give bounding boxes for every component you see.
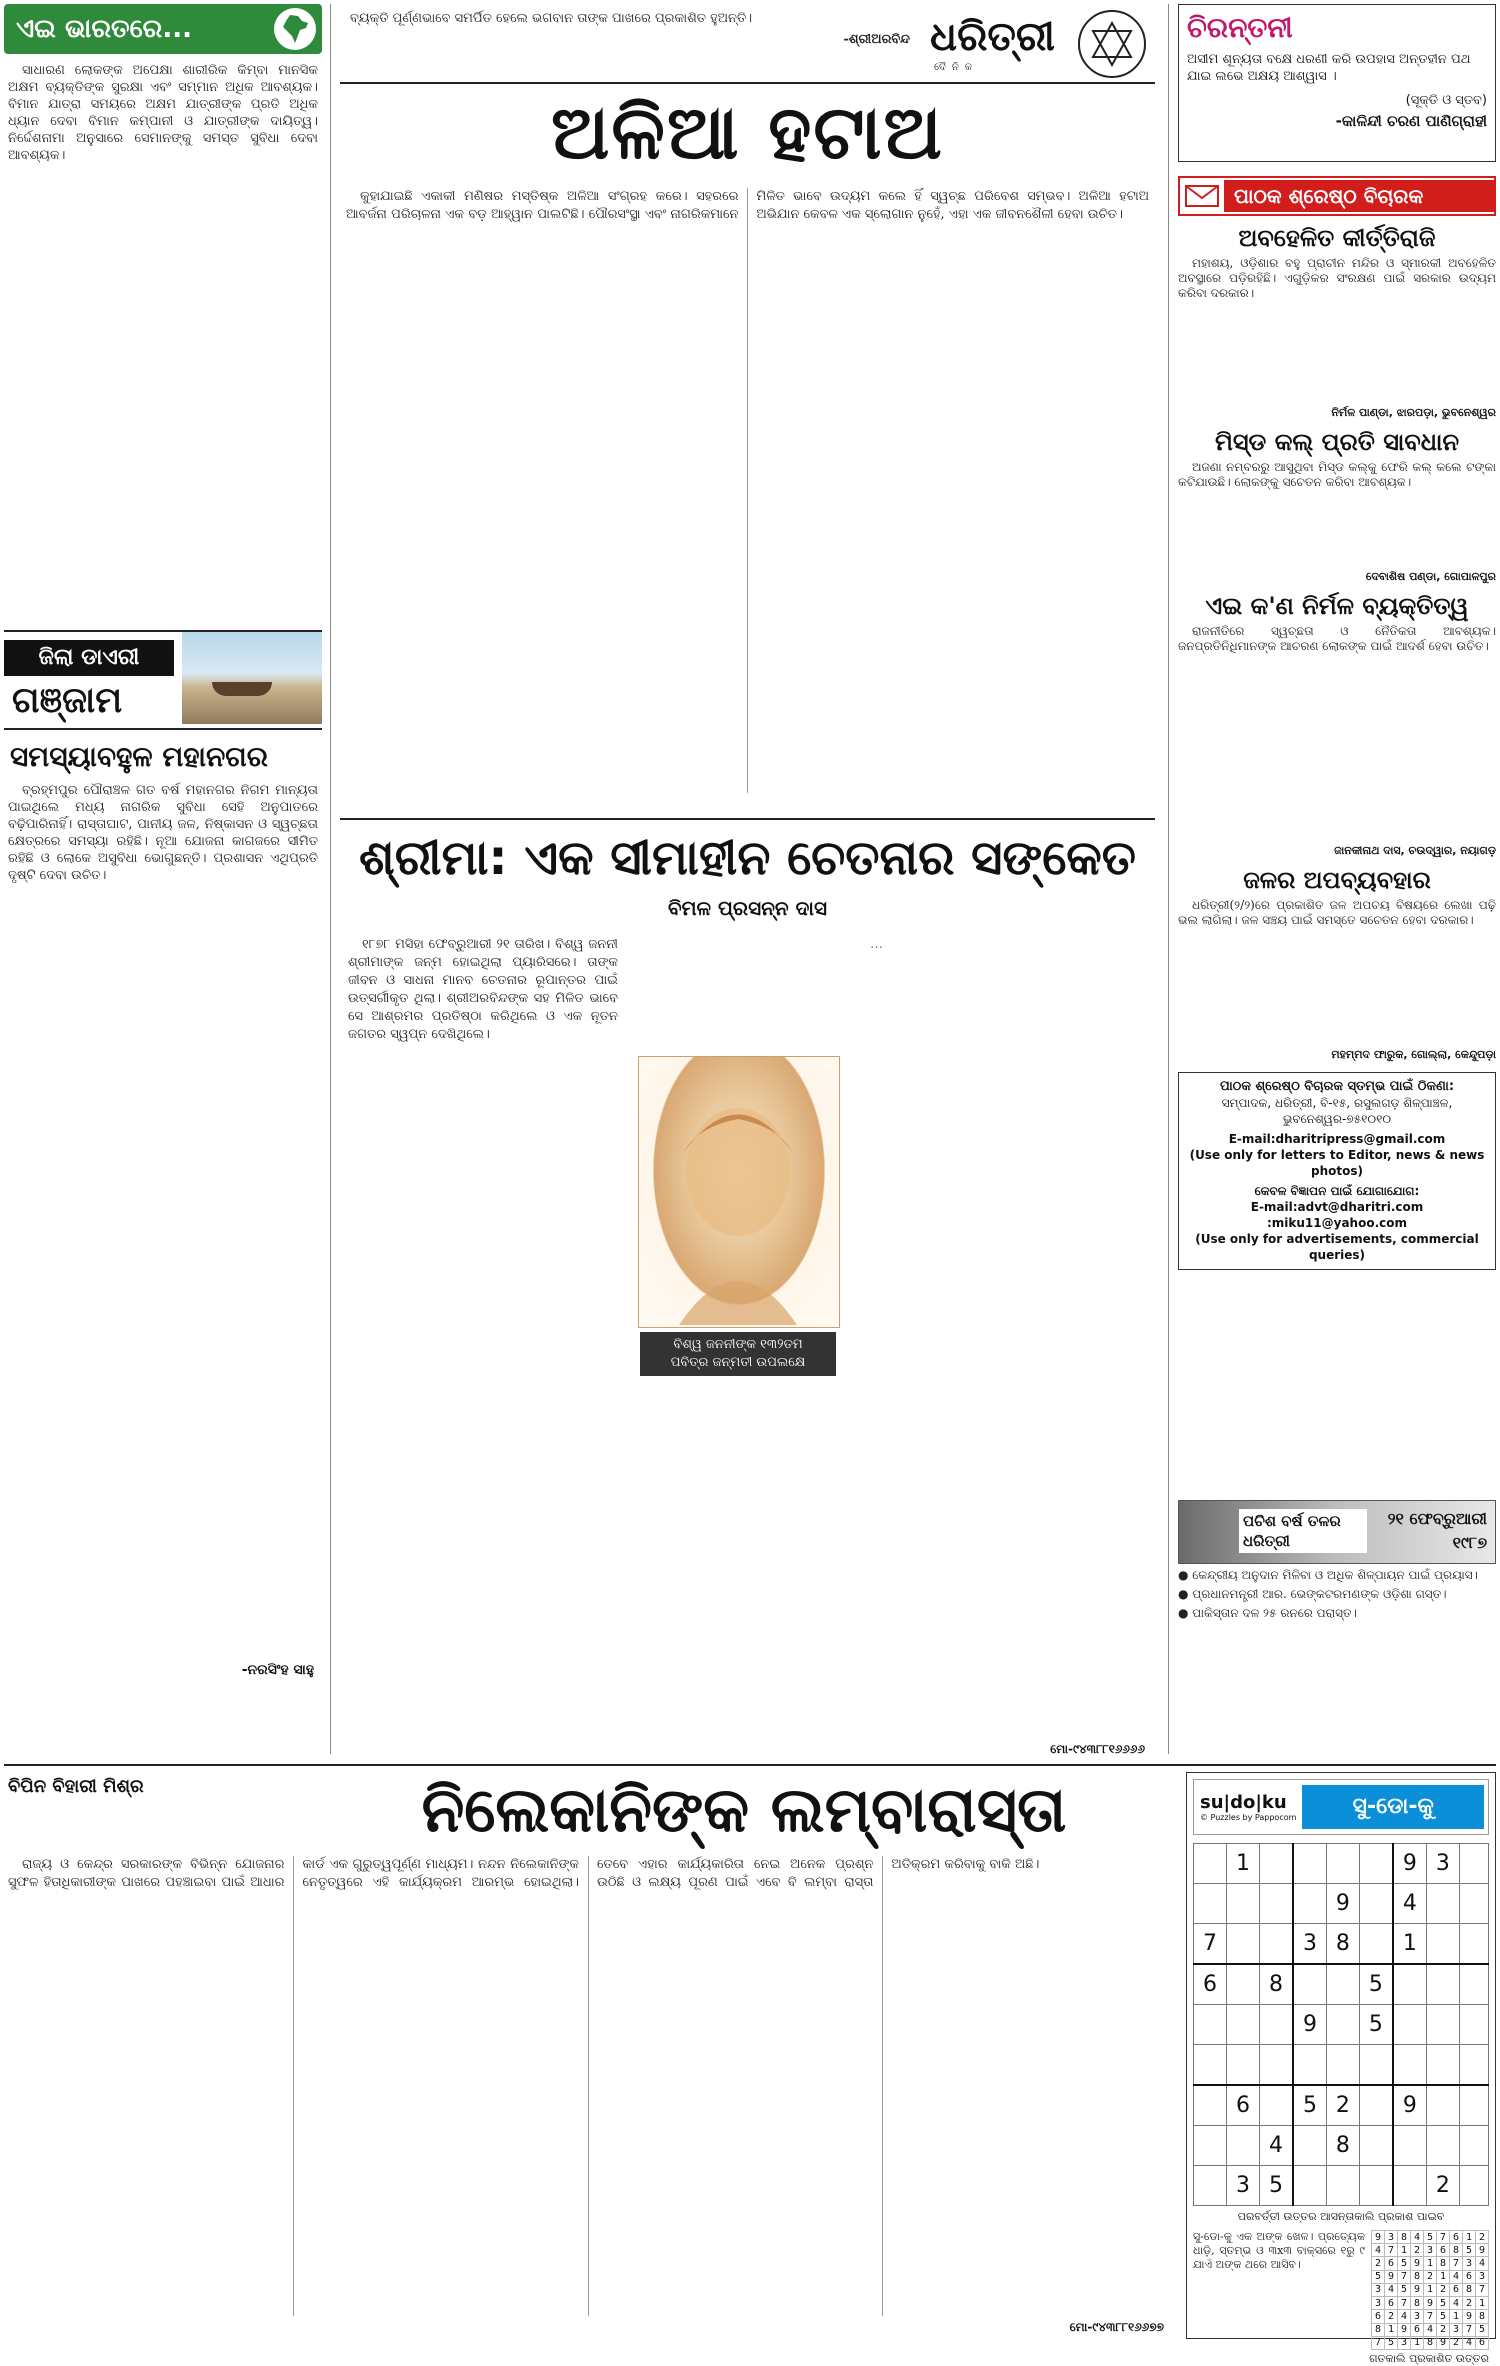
sudoku-cell[interactable]: 5 — [1359, 1964, 1392, 2005]
sudoku-cell[interactable] — [1393, 2005, 1426, 2045]
letter-signature: ଦେବାଶିଷ ପଣ୍ଡା, ଗୋପାଳପୁର — [1365, 570, 1496, 583]
sudoku-cell[interactable] — [1459, 2166, 1488, 2206]
email-editor[interactable]: E-mail:dharitripress@gmail.com — [1228, 1132, 1446, 1146]
left-body — [4, 62, 322, 622]
address-title: ପାଠକ ଶ୍ରେଷ୍ଠ ବିଚାରକ ସ୍ତମ୍ଭ ପାଇଁ ଠିକଣା: — [1219, 1079, 1455, 1094]
sudoku-cell[interactable]: 3 — [1293, 1924, 1326, 1965]
sudoku-cell[interactable] — [1326, 2005, 1359, 2045]
solution-cell: 5 — [1437, 2297, 1450, 2310]
solution-cell: 2 — [1463, 2297, 1476, 2310]
sudoku-cell[interactable] — [1259, 2045, 1292, 2086]
sudoku-cell[interactable]: 6 — [1226, 2085, 1259, 2126]
sudoku-cell[interactable] — [1459, 2126, 1488, 2166]
solution-cell: 8 — [1411, 2270, 1424, 2283]
solution-cell: 9 — [1476, 2244, 1489, 2257]
solution-cell: 1 — [1463, 2231, 1476, 2244]
solution-cell: 9 — [1372, 2231, 1385, 2244]
solution-cell: 7 — [1424, 2310, 1437, 2323]
letter-0 — [1178, 224, 1496, 420]
solution-cell: 2 — [1476, 2231, 1489, 2244]
feature-body-text: ୧୮୭୮ ମସିହା ଫେବ୍ରୁଆରୀ ୨୧ ତାରିଖ। ବିଶ୍ୱ ଜନନୀ ଶ୍ରୀମାଙ୍କ ଜନ୍ମ ହୋଇଥିଲା ପ୍ୟାରିସରେ। ତାଙ୍କ ଜୀବନ ଓ ସାଧନା ମାନବ ଚେତନାର ରୂପାନ୍ତର ପାଇଁ ଉତ୍ସର୍ଗୀକୃତ ଥିଲା। ଶ୍ରୀଅରବିନ୍ଦଙ୍କ ସହ ମିଳିତ ଭାବେ ସେ ଆଶ୍ରମର ପ୍ରତିଷ୍ଠା କରିଥିଲେ ଓ ଏକ ନୂତନ ଜଗତର ସ୍ୱପ୍ନ ଦେଖିଥିଲେ। — [348, 937, 618, 1042]
letter-text: ରାଜନୀତିରେ ସ୍ୱଚ୍ଛତା ଓ ନୈତିକତା ଆବଶ୍ୟକ। ଜନପ୍ରତିନିଧିମାନଙ୍କ ଆଚରଣ ଲୋକଙ୍କ ପାଇଁ ଆଦର୍ଶ ହେବା ଉଚିତ। — [1178, 624, 1496, 653]
sudoku-cell[interactable] — [1393, 1964, 1426, 2005]
solution-cell: 7 — [1372, 2336, 1385, 2349]
sudoku-brand-odia: ସୁ-ଡୋ-କୁ — [1302, 1785, 1484, 1829]
solution-cell: 8 — [1450, 2244, 1463, 2257]
sudoku-cell[interactable] — [1326, 2166, 1359, 2206]
readers-header — [1178, 176, 1496, 216]
india-map-icon — [274, 8, 316, 50]
address-box — [1178, 1072, 1496, 1270]
twentyfive-item: ● କେନ୍ଦ୍ରୀୟ ଅନୁଦାନ ମିଳିବା ଓ ଅଧିକ ଶିଳ୍ପାୟନ ପାଇଁ ପ୍ରୟାସ। — [1178, 1568, 1478, 1582]
sudoku-cell[interactable] — [1194, 2005, 1227, 2045]
sudoku-cell[interactable] — [1194, 2045, 1227, 2086]
solution-cell: 1 — [1450, 2310, 1463, 2323]
sudoku-cell[interactable]: 2 — [1326, 2085, 1359, 2126]
feature-body-left — [348, 936, 618, 1736]
letter-title: ମିସ୍ଡ କଲ୍ ପ୍ରତି ସାବଧାନ — [1214, 428, 1460, 456]
chirantani-author: -କାଳିନ୍ଦୀ ଚରଣ ପାଣିଗ୍ରାହୀ — [1335, 112, 1487, 130]
solution-cell: 8 — [1372, 2323, 1385, 2336]
column-header — [4, 4, 322, 54]
solution-cell: 2 — [1372, 2257, 1385, 2270]
quote-author: -ଶ୍ରୀଅରବିନ୍ଦ — [843, 32, 910, 47]
address-text: ସମ୍ପାଦକ, ଧରିତ୍ରୀ, ବି-୧୫, ରସୁଲଗଡ଼ ଶିଳ୍ପାଞ୍ଚଳ, ଭୁବନେଶ୍ୱର-୭୫୧୦୧୦ — [1221, 1096, 1453, 1126]
nilekani-title: ନିଲେକାନିଙ୍କ ଲମ୍ବାରାସ୍ତା — [421, 1773, 1067, 1846]
solution-cell: 2 — [1450, 2336, 1463, 2349]
solution-cell: 6 — [1476, 2336, 1489, 2349]
sudoku-cell[interactable]: 1 — [1226, 1844, 1259, 1884]
sudoku-cell[interactable] — [1194, 2126, 1227, 2166]
photo-caption — [640, 1332, 836, 1376]
solution-cell: 2 — [1424, 2270, 1437, 2283]
solution-cell: 7 — [1437, 2231, 1450, 2244]
solution-cell: 1 — [1424, 2283, 1437, 2296]
letter-title: ଏଇ କ'ଣ ନିର୍ମଳ ବ୍ୟକ୍ତିତ୍ୱ — [1205, 592, 1469, 620]
solution-cell: 3 — [1372, 2283, 1385, 2296]
sudoku-cell[interactable]: 9 — [1393, 2085, 1426, 2126]
rule-feature-top — [340, 818, 1155, 820]
nilekani-text: ରାଜ୍ୟ ଓ କେନ୍ଦ୍ର ସରକାରଙ୍କ ବିଭିନ୍ନ ଯୋଜନାର ସୁଫଳ ହିତାଧିକାରୀଙ୍କ ପାଖରେ ପହଞ୍ଚାଇବା ପାଇଁ ଆଧାର କାର୍ଡ ଏକ ଗୁରୁତ୍ୱପୂର୍ଣ୍ଣ ମାଧ୍ୟମ। ନନ୍ଦନ ନିଲେକାନିଙ୍କ ନେତୃତ୍ୱରେ ଏହି କାର୍ଯ୍ୟକ୍ରମ ଆରମ୍ଭ ହୋଇଥିଲା। ତେବେ ଏହାର କାର୍ଯ୍ୟକାରିତା ନେଇ ଅନେକ ପ୍ରଶ୍ନ ଉଠିଛି ଓ ଲକ୍ଷ୍ୟ ପୂରଣ ପାଇଁ ଏବେ ବି ଲମ୍ବା ରାସ୍ତା ଅତିକ୍ରମ କରିବାକୁ ବାକି ଅଛି। — [8, 1857, 1040, 1890]
editorial-body — [340, 184, 1155, 797]
solution-cell: 9 — [1411, 2283, 1424, 2296]
paper-logo — [930, 8, 1150, 78]
sudoku-cell[interactable] — [1459, 1884, 1488, 1924]
solution-row — [1372, 2231, 1489, 2244]
sudoku-bottom — [1193, 2230, 1489, 2350]
sudoku-cell[interactable] — [1359, 2166, 1392, 2206]
photo-caption-line2: ପବିତ୍ର ଜନ୍ମତୀ ଉପଲକ୍ଷେ — [670, 1355, 806, 1370]
solution-cell: 8 — [1398, 2231, 1411, 2244]
solution-cell: 3 — [1463, 2257, 1476, 2270]
sudoku-cell[interactable] — [1259, 1924, 1292, 1965]
sudoku-cell[interactable] — [1359, 1844, 1392, 1884]
advert-label: କେବଳ ବିଜ୍ଞାପନ ପାଇଁ ଯୋଗାଯୋଗ: — [1254, 1184, 1420, 1198]
sudoku-cell[interactable] — [1459, 2085, 1488, 2126]
sudoku-brand-text: su|do|ku — [1200, 1792, 1287, 1813]
sudoku-cell[interactable] — [1326, 1844, 1359, 1884]
solution-cell: 6 — [1411, 2323, 1424, 2336]
sudoku-cell[interactable] — [1194, 1884, 1227, 1924]
twentyfive-years — [1178, 1500, 1496, 1640]
sudoku-cell[interactable] — [1226, 2126, 1259, 2166]
solution-cell: 2 — [1437, 2323, 1450, 2336]
sudoku-cell[interactable] — [1359, 1884, 1392, 1924]
feature-body-right-text: … — [870, 937, 883, 952]
sudoku-cell[interactable]: 3 — [1226, 2166, 1259, 2206]
sudoku-cell[interactable] — [1393, 2126, 1426, 2166]
letter-signature: ଜାନକୀନାଥ ଦାସ, ଚଉଦ୍ୱାର, ନୟାଗଡ଼ — [1334, 844, 1496, 857]
district-photo — [182, 632, 322, 724]
sudoku-cell[interactable] — [1393, 2045, 1426, 2086]
sudoku-brand — [1194, 1788, 1302, 1826]
readers-header-title: ପାଠକ ଶ୍ରେଷ୍ଠ ବିଚାରକ — [1224, 180, 1494, 212]
solution-cell: 4 — [1463, 2336, 1476, 2349]
solution-cell: 9 — [1411, 2257, 1424, 2270]
article-body — [4, 782, 322, 1662]
solution-cell: 2 — [1385, 2310, 1398, 2323]
sudoku-row — [1194, 1924, 1489, 1965]
sudoku-cell[interactable]: 5 — [1259, 2166, 1292, 2206]
article-byline: -ନରସିଂହ ସାହୁ — [241, 1662, 314, 1678]
solution-cell: 7 — [1398, 2297, 1411, 2310]
chirantani-title: ଚିରନ୍ତନୀ — [1187, 11, 1293, 44]
solution-cell: 6 — [1385, 2257, 1398, 2270]
sudoku-cell[interactable]: 4 — [1259, 2126, 1292, 2166]
sudoku-rules: ସୁ-ଡୋ-କୁ ଏକ ଅଙ୍କ ଖେଳ। ପ୍ରତ୍ୟେକ ଧାଡ଼ି, ସ୍ତମ୍ଭ ଓ ୩x୩ ବାକ୍ସରେ ୧ରୁ ୯ ଯାଏଁ ଅଙ୍କ ଥରେ ଆସିବ। — [1193, 2230, 1365, 2271]
solution-cell: 1 — [1398, 2244, 1411, 2257]
solution-cell: 7 — [1463, 2323, 1476, 2336]
letter-text: ଅଜଣା ନମ୍ବରରୁ ଆସୁଥିବା ମିସ୍ଡ କଲ୍‌କୁ ଫେରି କଲ୍ କଲେ ଟଙ୍କା କଟିଯାଉଛି। ଲୋକଙ୍କୁ ସଚେତନ କରିବା ଆବଶ୍ୟକ। — [1178, 460, 1496, 489]
solution-cell: 9 — [1398, 2323, 1411, 2336]
solution-cell: 5 — [1476, 2323, 1489, 2336]
solution-cell: 3 — [1424, 2244, 1437, 2257]
sudoku-row — [1194, 1884, 1489, 1924]
sudoku-solution — [1371, 2230, 1489, 2350]
masthead-quote — [350, 10, 910, 48]
chirantani-poem: ଅସୀମ ଶୂନ୍ୟତା ବକ୍ଷେ ଧରଣୀ କରି ଉପହାସ ଅନ୍ତହୀନ ପଥ ଯାଇ ଲଭେ ଅକ୍ଷୟ ଆଶ୍ୱାସ । — [1187, 52, 1471, 84]
sudoku-cell[interactable] — [1359, 1924, 1392, 1965]
twentyfive-items — [1178, 1568, 1496, 1625]
paper-name: ଧରିତ୍ରୀ — [930, 14, 1055, 60]
nilekani-contact: ମୋ-୯୪୩୮୮୧୬୬୭୭ — [1069, 2320, 1164, 2334]
rule-bottom-section — [4, 1764, 1496, 1766]
solution-cell: 4 — [1424, 2323, 1437, 2336]
sudoku-row — [1194, 2085, 1489, 2126]
solution-cell: 9 — [1385, 2270, 1398, 2283]
solution-cell: 7 — [1450, 2257, 1463, 2270]
sudoku-cell[interactable] — [1326, 1964, 1359, 2005]
sudoku-cell[interactable] — [1194, 1844, 1227, 1884]
boat-icon — [212, 682, 272, 696]
solution-cell: 8 — [1437, 2257, 1450, 2270]
sudoku-cell[interactable] — [1426, 1884, 1459, 1924]
solution-cell: 7 — [1385, 2244, 1398, 2257]
solution-row — [1372, 2297, 1489, 2310]
twentyfive-year: ୧୯୮୭ — [1452, 1533, 1487, 1552]
sudoku-cell[interactable]: 6 — [1194, 1964, 1227, 2005]
letter-2 — [1178, 592, 1496, 858]
sudoku-row — [1194, 1844, 1489, 1884]
solution-cell: 3 — [1385, 2231, 1398, 2244]
advert-note: (Use only for advertisements, commercial queries) — [1195, 1232, 1479, 1262]
sudoku-cell[interactable]: 5 — [1293, 2085, 1326, 2126]
sudoku-cell[interactable]: 5 — [1359, 2005, 1392, 2045]
left-body-text: ସାଧାରଣ ଲୋକଙ୍କ ଅପେକ୍ଷା ଶାରୀରିକ କିମ୍ବା ମାନସିକ ଅକ୍ଷମ ବ୍ୟକ୍ତିଙ୍କ ସୁରକ୍ଷା ଏବଂ ସମ୍ମାନ ଅଧିକ ଆବଶ୍ୟକ। ବିମାନ ଯାତ୍ରା ସମୟରେ ଅକ୍ଷମ ଯାତ୍ରୀଙ୍କ ପ୍ରତି ଅଧିକ ଧ୍ୟାନ ଦେବା ବିମାନ କମ୍ପାନୀ ଓ ଯାତ୍ରୀଙ୍କ ଦାୟିତ୍ୱ। ନିର୍ଦ୍ଦେଶନାମା ଅନୁସାରେ ସେମାନଙ୍କୁ ସମସ୍ତ ସୁବିଧା ଦେବା ଆବଶ୍ୟକ। — [8, 63, 318, 163]
letter-title: ଜଳର ଅପବ୍ୟବହାର — [1243, 866, 1431, 894]
sudoku-cell[interactable]: 9 — [1393, 1844, 1426, 1884]
solution-cell: 1 — [1411, 2336, 1424, 2349]
sudoku-cell[interactable]: 7 — [1194, 1924, 1227, 1965]
sudoku-cell[interactable] — [1259, 2085, 1292, 2126]
sudoku-cell[interactable] — [1459, 2005, 1488, 2045]
sudoku-cell[interactable]: 8 — [1326, 2126, 1359, 2166]
sudoku-cell[interactable] — [1293, 1844, 1326, 1884]
sudoku-row — [1194, 2005, 1489, 2045]
feature-body-right — [856, 936, 1146, 1726]
sudoku-cell[interactable] — [1326, 2045, 1359, 2086]
solution-cell: 5 — [1463, 2244, 1476, 2257]
solution-cell: 9 — [1424, 2297, 1437, 2310]
column-divider — [330, 4, 331, 1754]
feature-title: ଶ୍ରୀମା: ଏକ ସୀମାହୀନ ଚେତନାର ସଙ୍କେତ — [359, 830, 1136, 886]
solution-cell: 1 — [1437, 2270, 1450, 2283]
sudoku-cell[interactable] — [1194, 2166, 1227, 2206]
sudoku-row — [1194, 1964, 1489, 2005]
solution-cell: 6 — [1385, 2297, 1398, 2310]
envelope-icon — [1180, 180, 1224, 212]
solution-cell: 1 — [1424, 2257, 1437, 2270]
letter-body — [1178, 898, 1496, 1048]
star-emblem-icon — [1078, 10, 1146, 78]
solution-cell: 6 — [1437, 2244, 1450, 2257]
solution-cell: 4 — [1372, 2244, 1385, 2257]
solution-row — [1372, 2257, 1489, 2270]
letter-3 — [1178, 866, 1496, 1062]
solution-cell: 6 — [1372, 2310, 1385, 2323]
editorial — [340, 88, 1155, 808]
sudoku-credit: © Puzzles by Pappocom — [1200, 1813, 1297, 1822]
solution-cell: 4 — [1411, 2231, 1424, 2244]
sudoku-cell[interactable] — [1393, 2166, 1426, 2206]
twentyfive-item: ● ପାକିସ୍ତାନ ଦଳ ୨୫ ରନରେ ପରାସ୍ତ। — [1178, 1606, 1357, 1620]
solution-cell: 6 — [1463, 2270, 1476, 2283]
nilekani-article — [4, 1772, 1182, 2339]
solution-cell: 8 — [1476, 2310, 1489, 2323]
article-body-text: ବ୍ରହ୍ମପୁର ପୌରାଞ୍ଚଳ ଗତ ବର୍ଷ ମହାନଗର ନିଗମ ମାନ୍ୟତା ପାଇଥିଲେ ମଧ୍ୟ ନାଗରିକ ସୁବିଧା ସେହି ଅନୁପାତରେ ବଢ଼ିପାରିନାହିଁ। ରାସ୍ତାଘାଟ, ପାନୀୟ ଜଳ, ନିଷ୍କାସନ ଓ ସ୍ୱଚ୍ଛତା କ୍ଷେତ୍ରରେ ସମସ୍ୟା ରହିଛି। ନୂଆ ଯୋଜନା କାଗଜରେ ସୀମିତ ରହିଛି ଓ ଲୋକେ ଅସୁବିଧା ଭୋଗୁଛନ୍ତି। ପ୍ରଶାସନ ଏଥିପ୍ରତି ଦୃଷ୍ଟି ଦେବା ଉଚିତ। — [8, 783, 318, 883]
solution-cell: 4 — [1385, 2283, 1398, 2296]
sudoku-cell[interactable] — [1226, 1924, 1259, 1965]
solution-row — [1372, 2310, 1489, 2323]
readers-column — [1178, 176, 1496, 1596]
solution-cell: 7 — [1398, 2270, 1411, 2283]
sudoku-cell[interactable] — [1293, 1964, 1326, 2005]
solution-cell: 4 — [1476, 2257, 1489, 2270]
sudoku-row — [1194, 2166, 1489, 2206]
solution-cell: 8 — [1463, 2283, 1476, 2296]
sudoku-cell[interactable] — [1426, 2085, 1459, 2126]
solution-cell: 5 — [1424, 2231, 1437, 2244]
twentyfive-date: ୨୧ ଫେବ୍ରୁଆରୀ — [1387, 1509, 1487, 1528]
letter-1 — [1178, 428, 1496, 584]
district-diary — [4, 630, 322, 730]
feature-photo — [638, 1056, 840, 1328]
sudoku-panel — [1186, 1772, 1496, 2365]
email-advert[interactable]: E-mail:advt@dharitri.com — [1250, 1200, 1424, 1214]
sudoku-cell[interactable] — [1359, 2126, 1392, 2166]
district-name: ଗଞ୍ଜାମ — [12, 680, 123, 721]
nilekani-body — [8, 1856, 1168, 2316]
sudoku-cell[interactable] — [1226, 2005, 1259, 2045]
twentyfive-label: ପଚିଶ ବର୍ଷ ତଳର ଧରିତ୍ରୀ — [1239, 1509, 1367, 1553]
sudoku-cell[interactable] — [1226, 2045, 1259, 2086]
sudoku-cell[interactable]: 1 — [1393, 1924, 1426, 1965]
solution-cell: 9 — [1437, 2336, 1450, 2349]
sudoku-row — [1194, 2126, 1489, 2166]
sudoku-cell[interactable]: 9 — [1326, 1884, 1359, 1924]
nilekani-author: ବିପିନ ବିହାରୀ ମିଶ୍ର — [8, 1776, 144, 1797]
editorial-title: ଅଳିଆ ହଟାଅ — [551, 90, 944, 176]
letter-title: ଅବହେଳିତ କୀର୍ତ୍ତିରାଜି — [1238, 224, 1436, 252]
column-header-title: ଏଇ ଭାରତରେ... — [16, 14, 192, 44]
letter-body — [1178, 460, 1496, 570]
sudoku-cell[interactable] — [1259, 2005, 1292, 2045]
letter-body — [1178, 624, 1496, 844]
district-diary-label: ଜିଲା ଡାଏରୀ — [4, 640, 174, 676]
email-advert-2[interactable]: :miku11@yahoo.com — [1266, 1216, 1407, 1230]
solution-cell: 2 — [1411, 2244, 1424, 2257]
solution-cell: 3 — [1411, 2310, 1424, 2323]
sudoku-cell[interactable]: 9 — [1293, 2005, 1326, 2045]
solution-cell: 3 — [1450, 2323, 1463, 2336]
solution-cell: 3 — [1398, 2336, 1411, 2349]
feature — [340, 826, 1155, 1761]
sudoku-prev-note: ଗତକାଲି ପ୍ରକାଶିତ ଉତ୍ତର — [1369, 2352, 1489, 2365]
column-divider — [1168, 4, 1169, 1754]
solution-cell: 4 — [1398, 2310, 1411, 2323]
left-column — [4, 4, 322, 1754]
chirantani-box — [1178, 4, 1496, 162]
sudoku-cell[interactable] — [1459, 1844, 1488, 1884]
sudoku-cell[interactable] — [1293, 2045, 1326, 2086]
solution-row — [1372, 2244, 1489, 2257]
photo-caption-line1: ବିଶ୍ୱ ଜନନୀଙ୍କ ୧୩୨ତମ — [673, 1337, 803, 1352]
letter-text: ଧରିତ୍ରୀ(୨/୨)ରେ ପ୍ରକାଶିତ ଜଳ ଅପଚୟ ବିଷୟରେ ଲେଖା ପଢ଼ି ଭଲ ଲାଗିଲା। ଜଳ ସଞ୍ଚୟ ପାଇଁ ସମସ୍ତେ ସଚେତନ ହେବା ଦରକାର। — [1178, 898, 1496, 927]
sudoku-cell[interactable] — [1426, 1924, 1459, 1965]
letter-signature: ନିର୍ମଳ ପାଣ୍ଡା, ଝାରପଡ଼ା, ଭୁବନେଶ୍ୱର — [1331, 406, 1496, 419]
sudoku-cell[interactable] — [1426, 2045, 1459, 2086]
solution-cell: 1 — [1476, 2297, 1489, 2310]
sudoku-cell[interactable]: 8 — [1326, 1924, 1359, 1965]
twentyfive-banner — [1178, 1500, 1496, 1564]
paper-sub: ଦୈନିକ — [934, 62, 979, 73]
sudoku-cell[interactable] — [1359, 2085, 1392, 2126]
solution-cell: 5 — [1398, 2257, 1411, 2270]
sudoku-cell[interactable] — [1459, 1964, 1488, 2005]
solution-cell: 6 — [1450, 2283, 1463, 2296]
masthead — [340, 4, 1155, 84]
sudoku-cell[interactable] — [1194, 2085, 1227, 2126]
solution-cell: 5 — [1437, 2310, 1450, 2323]
solution-cell: 5 — [1398, 2283, 1411, 2296]
sudoku-cell[interactable]: 8 — [1259, 1964, 1292, 2005]
solution-row — [1372, 2270, 1489, 2283]
sudoku-row — [1194, 2045, 1489, 2086]
solution-cell: 8 — [1411, 2297, 1424, 2310]
chirantani-source: (ସୂକ୍ତି ଓ ସ୍ତବ) — [1405, 93, 1487, 108]
sudoku-cell[interactable] — [1226, 1964, 1259, 2005]
sudoku-cell[interactable] — [1426, 1964, 1459, 2005]
solution-cell: 4 — [1450, 2270, 1463, 2283]
sudoku-cell[interactable] — [1359, 2045, 1392, 2086]
letter-body — [1178, 256, 1496, 406]
sudoku-grid — [1193, 1843, 1489, 2206]
twentyfive-item: ● ପ୍ରଧାନମନ୍ତ୍ରୀ ଆର. ଭେଙ୍କଟରମଣଙ୍କ ଓଡ଼ିଶା ଗସ୍ତ। — [1178, 1587, 1447, 1601]
sudoku-cell[interactable] — [1259, 1844, 1292, 1884]
letter-text: ମହାଶୟ, ଓଡ଼ିଶାର ବହୁ ପ୍ରାଚୀନ ମନ୍ଦିର ଓ ସ୍ମାରକୀ ଅବହେଳିତ ଅବସ୍ଥାରେ ପଡ଼ିରହିଛି। ଏଗୁଡ଼ିକର ସଂରକ୍ଷଣ ପାଇଁ ସରକାର ଉଦ୍ୟମ କରିବା ଦରକାର। — [1178, 256, 1496, 300]
quote-text: ବ୍ୟକ୍ତି ପୂର୍ଣ୍ଣଭାବେ ସମର୍ପିତ ହେଲେ ଭଗବାନ ତାଙ୍କ ପାଖରେ ପ୍ରକାଶିତ ହୁଅନ୍ତି। — [350, 11, 753, 26]
portrait-icon — [639, 1057, 837, 1325]
solution-row — [1372, 2323, 1489, 2336]
feature-contact: ମୋ-୯୪୩୮୮୧୬୬୬୬ — [1050, 1742, 1145, 1756]
sudoku-cell[interactable] — [1426, 2005, 1459, 2045]
sudoku-cell[interactable]: 4 — [1393, 1884, 1426, 1924]
solution-row — [1372, 2283, 1489, 2296]
letter-signature: ମହମ୍ମଦ ଫାରୁକ, ଗୋଲ୍ଲା, କେନ୍ଦୁପଡ଼ା — [1331, 1048, 1496, 1061]
solution-cell: 4 — [1450, 2297, 1463, 2310]
solution-cell: 7 — [1476, 2283, 1489, 2296]
solution-cell: 1 — [1385, 2323, 1398, 2336]
sudoku-cell[interactable] — [1226, 1884, 1259, 1924]
sudoku-cell[interactable] — [1293, 2126, 1326, 2166]
sudoku-cell[interactable] — [1459, 2045, 1488, 2086]
sudoku-cell[interactable]: 3 — [1426, 1844, 1459, 1884]
solution-cell: 3 — [1476, 2270, 1489, 2283]
editor-note: (Use only for letters to Editor, news & news photos) — [1189, 1148, 1485, 1178]
solution-cell: 3 — [1372, 2297, 1385, 2310]
sudoku-header — [1193, 1779, 1489, 1835]
solution-cell: 5 — [1372, 2270, 1385, 2283]
solution-cell: 6 — [1450, 2231, 1463, 2244]
sudoku-cell[interactable] — [1293, 1884, 1326, 1924]
solution-cell: 2 — [1437, 2283, 1450, 2296]
solution-cell: 9 — [1463, 2310, 1476, 2323]
sudoku-cell[interactable] — [1426, 2126, 1459, 2166]
article-title: ସମସ୍ୟାବହୁଳ ମହାନଗର — [10, 740, 268, 773]
sudoku-next-note: ପରବର୍ତ୍ତୀ ଉତ୍ତର ଆସନ୍ତାକାଲି ପ୍ରକାଶ ପାଇବ — [1237, 2210, 1445, 2223]
solution-cell: 5 — [1385, 2336, 1398, 2349]
sudoku-cell[interactable] — [1259, 1884, 1292, 1924]
editorial-text: କୁହାଯାଇଛି ଏକାକୀ ମଣିଷର ମସ୍ତିଷ୍କ ଅଳିଆ ସଂଗ୍ରହ କରେ। ସହରରେ ଆବର୍ଜନା ପରିଚାଳନା ଏକ ବଡ଼ ଆହ୍ୱାନ ପାଲଟିଛି। ପୌରସଂସ୍ଥା ଏବଂ ନାଗରିକମାନେ ମିଳିତ ଭାବେ ଉଦ୍ୟମ କଲେ ହିଁ ସ୍ୱଚ୍ଛ ପରିବେଶ ସମ୍ଭବ। ଅଳିଆ ହଟାଅ ଅଭିଯାନ କେବଳ ଏକ ସ୍ଲୋଗାନ ନୁହେଁ, ଏହା ଏକ ଜୀବନଶୈଳୀ ହେବା ଉଚିତ। — [346, 189, 1149, 222]
feature-author: ବିମଳ ପ୍ରସନ୍ନ ଦାସ — [667, 896, 828, 920]
solution-cell: 8 — [1424, 2336, 1437, 2349]
sudoku-cell[interactable]: 2 — [1426, 2166, 1459, 2206]
sudoku-cell[interactable] — [1293, 2166, 1326, 2206]
sudoku-cell[interactable] — [1459, 1924, 1488, 1965]
